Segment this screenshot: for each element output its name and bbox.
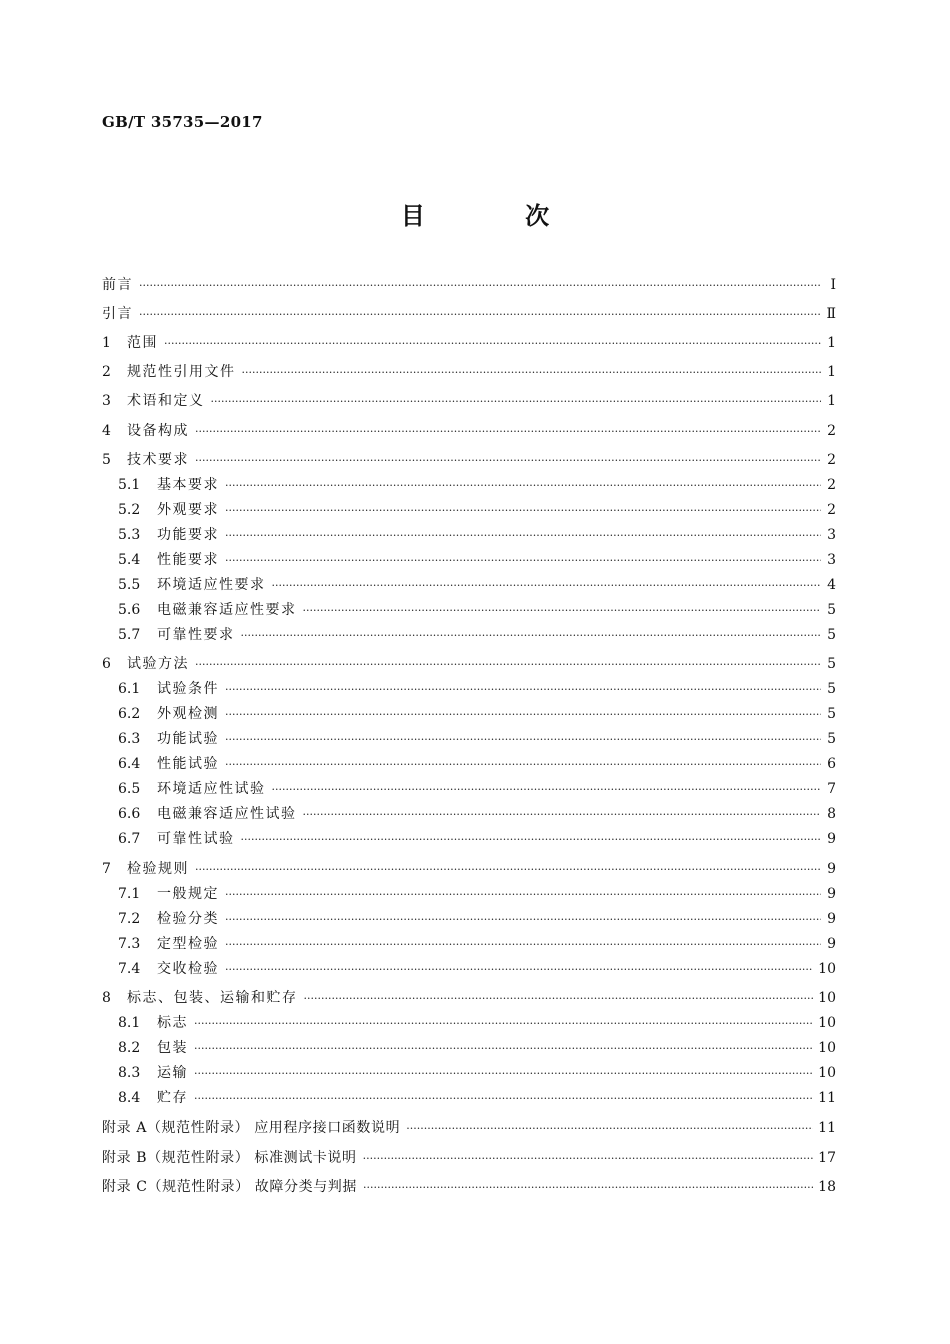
- toc-entry[interactable]: [118, 600, 836, 620]
- toc-entry[interactable]: [118, 475, 836, 495]
- toc-entry-title: 可靠性要求: [157, 627, 235, 643]
- toc-dot-leader: [225, 501, 821, 521]
- toc-entry-title: 基本要求: [157, 477, 219, 493]
- toc-entry[interactable]: [118, 829, 836, 849]
- toc-dot-leader: [225, 730, 821, 750]
- toc-entry-page: 5: [827, 602, 836, 618]
- toc-entry[interactable]: [118, 804, 836, 824]
- toc-entry[interactable]: [102, 362, 836, 382]
- toc-entry-number: 8: [102, 990, 111, 1006]
- toc-entry[interactable]: [118, 779, 836, 799]
- toc-entry-page: 11: [818, 1120, 836, 1136]
- toc-entry-title: 交收检验: [157, 961, 219, 977]
- toc-entry-page: 2: [827, 502, 836, 518]
- toc-entry-number: 6.2: [118, 706, 141, 722]
- toc-entry-title: 定型检验: [157, 936, 219, 952]
- toc-entry[interactable]: [118, 1063, 836, 1083]
- toc-entry-page: 11: [818, 1090, 836, 1106]
- toc-entry-page: 2: [827, 423, 836, 439]
- toc-entry[interactable]: [118, 884, 836, 904]
- toc-entry-page: 6: [827, 756, 836, 772]
- toc-dot-leader: [241, 830, 822, 850]
- toc-entry-number: 4: [102, 423, 111, 439]
- toc-entry-page: Ⅰ: [830, 277, 836, 293]
- toc-entry-page: 9: [827, 861, 836, 877]
- toc-entry-number: 6.6: [118, 806, 141, 822]
- toc-entry-page: 7: [827, 781, 836, 797]
- toc-entry[interactable]: [118, 1013, 836, 1033]
- toc-entry-page: 5: [827, 681, 836, 697]
- toc-entry-page: 10: [818, 1015, 836, 1031]
- toc-entry-title: 运输: [157, 1065, 188, 1081]
- toc-dot-leader: [272, 780, 822, 800]
- toc-entry[interactable]: [102, 1118, 836, 1138]
- toc-entry-number: 5.6: [118, 602, 141, 618]
- toc-dot-leader: [225, 885, 821, 905]
- toc-entry-page: 1: [827, 364, 836, 380]
- toc-entry-page: 9: [827, 936, 836, 952]
- toc-dot-leader: [303, 601, 822, 621]
- toc-entry-title: 功能试验: [157, 731, 219, 747]
- toc-entry[interactable]: [102, 450, 836, 470]
- toc-entry-title: 性能要求: [157, 552, 219, 568]
- toc-entry-number: 6.4: [118, 756, 141, 772]
- toc-dot-leader: [195, 860, 821, 880]
- toc-entry-number: 5.4: [118, 552, 141, 568]
- toc-entry-number: 6.7: [118, 831, 141, 847]
- toc-entry[interactable]: [102, 988, 836, 1008]
- toc-entry-number: 5.7: [118, 627, 141, 643]
- toc-entry[interactable]: [118, 704, 836, 724]
- toc-entry-number: 7.2: [118, 911, 141, 927]
- toc-entry[interactable]: [102, 275, 836, 295]
- standard-number: GB/T 35735—2017: [102, 113, 263, 131]
- toc-entry[interactable]: [118, 959, 836, 979]
- toc-entry-page: 10: [818, 1040, 836, 1056]
- toc-entry-page: 17: [818, 1150, 836, 1166]
- toc-entry[interactable]: [102, 333, 836, 353]
- toc-entry-title: 外观检测: [157, 706, 219, 722]
- toc-dot-leader: [139, 305, 821, 325]
- toc-dot-leader: [406, 1119, 813, 1139]
- toc-entry[interactable]: [118, 1038, 836, 1058]
- toc-entry[interactable]: [102, 391, 836, 411]
- toc-entry-number: 3: [102, 393, 111, 409]
- toc-entry-title: 技术要求: [127, 452, 189, 468]
- toc-entry-page: 2: [827, 452, 836, 468]
- toc-entry-title: 试验方法: [127, 656, 189, 672]
- toc-entry-number: 7: [102, 861, 111, 877]
- toc-entry-number: 6.3: [118, 731, 141, 747]
- toc-entry-title: 电磁兼容适应性要求: [157, 602, 297, 618]
- toc-entry-page: 3: [827, 552, 836, 568]
- toc-entry[interactable]: [102, 859, 836, 879]
- toc-entry[interactable]: [118, 1088, 836, 1108]
- toc-entry-page: Ⅱ: [826, 306, 836, 322]
- toc-entry-title: 附录 B（规范性附录） 标准测试卡说明: [102, 1150, 357, 1166]
- toc-dot-leader: [225, 680, 821, 700]
- toc-dot-leader: [272, 576, 822, 596]
- toc-entry-title: 环境适应性要求: [157, 577, 266, 593]
- toc-entry-title: 术语和定义: [127, 393, 205, 409]
- toc-entry[interactable]: [118, 500, 836, 520]
- toc-entry-page: 9: [827, 831, 836, 847]
- toc-entry[interactable]: [118, 575, 836, 595]
- toc-dot-leader: [194, 1014, 813, 1034]
- toc-entry[interactable]: [102, 421, 836, 441]
- toc-dot-leader: [225, 960, 813, 980]
- toc-entry-number: 8.1: [118, 1015, 141, 1031]
- toc-entry-title: 外观要求: [157, 502, 219, 518]
- toc-entry[interactable]: [102, 654, 836, 674]
- toc-entry[interactable]: [118, 934, 836, 954]
- toc-dot-leader: [195, 422, 821, 442]
- toc-entry-page: 9: [827, 911, 836, 927]
- toc-entry-title: 范围: [127, 335, 158, 351]
- toc-entry-page: 1: [827, 335, 836, 351]
- toc-entry-title: 包装: [157, 1040, 188, 1056]
- toc-entry-number: 2: [102, 364, 111, 380]
- toc-entry-number: 5.3: [118, 527, 141, 543]
- toc-dot-leader: [363, 1178, 813, 1198]
- toc-entry-number: 7.3: [118, 936, 141, 952]
- toc-entry-title: 电磁兼容适应性试验: [157, 806, 297, 822]
- toc-entry-page: 1: [827, 393, 836, 409]
- toc-entry[interactable]: [118, 754, 836, 774]
- toc-entry-title: 前言: [102, 277, 133, 293]
- toc-entry-title: 标志: [157, 1015, 188, 1031]
- toc-entry-number: 8.4: [118, 1090, 141, 1106]
- toc-entry-page: 5: [827, 706, 836, 722]
- toc-entry-page: 10: [818, 961, 836, 977]
- toc-dot-leader: [225, 705, 821, 725]
- toc-entry-title: 可靠性试验: [157, 831, 235, 847]
- toc-entry-page: 3: [827, 527, 836, 543]
- toc-dot-leader: [363, 1149, 814, 1169]
- toc-entry-number: 7.1: [118, 886, 141, 902]
- toc-entry-page: 10: [818, 1065, 836, 1081]
- toc-dot-leader: [194, 1064, 813, 1084]
- toc-entry[interactable]: [118, 550, 836, 570]
- toc-entry-title: 一般规定: [157, 886, 219, 902]
- toc-dot-leader: [194, 1039, 813, 1059]
- toc-entry-page: 10: [818, 990, 836, 1006]
- toc-entry-title: 设备构成: [127, 423, 189, 439]
- page-title: 目 次: [400, 202, 596, 230]
- toc-entry-title: 附录 C（规范性附录） 故障分类与判据: [102, 1179, 358, 1195]
- toc-dot-leader: [303, 805, 822, 825]
- toc-dot-leader: [225, 476, 821, 496]
- toc-entry-number: 6.5: [118, 781, 141, 797]
- toc-dot-leader: [164, 334, 821, 354]
- toc-entry-title: 检验分类: [157, 911, 219, 927]
- toc-entry-number: 1: [102, 335, 111, 351]
- toc-entry[interactable]: [118, 679, 836, 699]
- toc-entry[interactable]: [118, 729, 836, 749]
- toc-entry-title: 规范性引用文件: [127, 364, 236, 380]
- toc-entry-page: 5: [827, 656, 836, 672]
- toc-entry-number: 7.4: [118, 961, 141, 977]
- toc-entry-page: 9: [827, 886, 836, 902]
- toc-entry-number: 8.3: [118, 1065, 141, 1081]
- toc-entry-number: 8.2: [118, 1040, 141, 1056]
- toc-entry-page: 5: [827, 627, 836, 643]
- toc-entry[interactable]: [102, 304, 836, 324]
- toc-entry-number: 5: [102, 452, 111, 468]
- toc-entry-page: 2: [827, 477, 836, 493]
- toc-entry-title: 检验规则: [127, 861, 189, 877]
- toc-dot-leader: [225, 935, 821, 955]
- toc-dot-leader: [194, 1089, 813, 1109]
- toc-entry-page: 8: [827, 806, 836, 822]
- toc-entry-page: 5: [827, 731, 836, 747]
- toc-dot-leader: [225, 551, 821, 571]
- toc-entry[interactable]: [102, 1148, 836, 1168]
- toc-entry-page: 18: [818, 1179, 836, 1195]
- toc-entry-title: 附录 A（规范性附录） 应用程序接口函数说明: [102, 1120, 401, 1136]
- toc-entry-number: 6.1: [118, 681, 141, 697]
- toc-entry-page: 4: [827, 577, 836, 593]
- toc-entry-title: 功能要求: [157, 527, 219, 543]
- toc-dot-leader: [195, 451, 821, 471]
- toc-dot-leader: [241, 626, 822, 646]
- toc-entry[interactable]: [118, 525, 836, 545]
- toc-entry-number: 5.1: [118, 477, 141, 493]
- toc-entry-title: 试验条件: [157, 681, 219, 697]
- toc-dot-leader: [304, 989, 814, 1009]
- toc-entry[interactable]: [118, 625, 836, 645]
- toc-entry-number: 5.2: [118, 502, 141, 518]
- toc-entry-title: 标志、包装、运输和贮存: [127, 990, 298, 1006]
- toc-dot-leader: [225, 526, 821, 546]
- toc-dot-leader: [225, 910, 821, 930]
- toc-dot-leader: [242, 363, 822, 383]
- toc-entry-title: 性能试验: [157, 756, 219, 772]
- toc-entry[interactable]: [102, 1177, 836, 1197]
- toc-entry-title: 贮存: [157, 1090, 188, 1106]
- toc-entry-number: 6: [102, 656, 111, 672]
- toc-dot-leader: [195, 655, 821, 675]
- toc-entry-title: 环境适应性试验: [157, 781, 266, 797]
- toc-entry-number: 5.5: [118, 577, 141, 593]
- toc-entry-title: 引言: [102, 306, 133, 322]
- toc-dot-leader: [211, 392, 822, 412]
- toc-dot-leader: [225, 755, 821, 775]
- toc-entry[interactable]: [118, 909, 836, 929]
- toc-dot-leader: [139, 276, 821, 296]
